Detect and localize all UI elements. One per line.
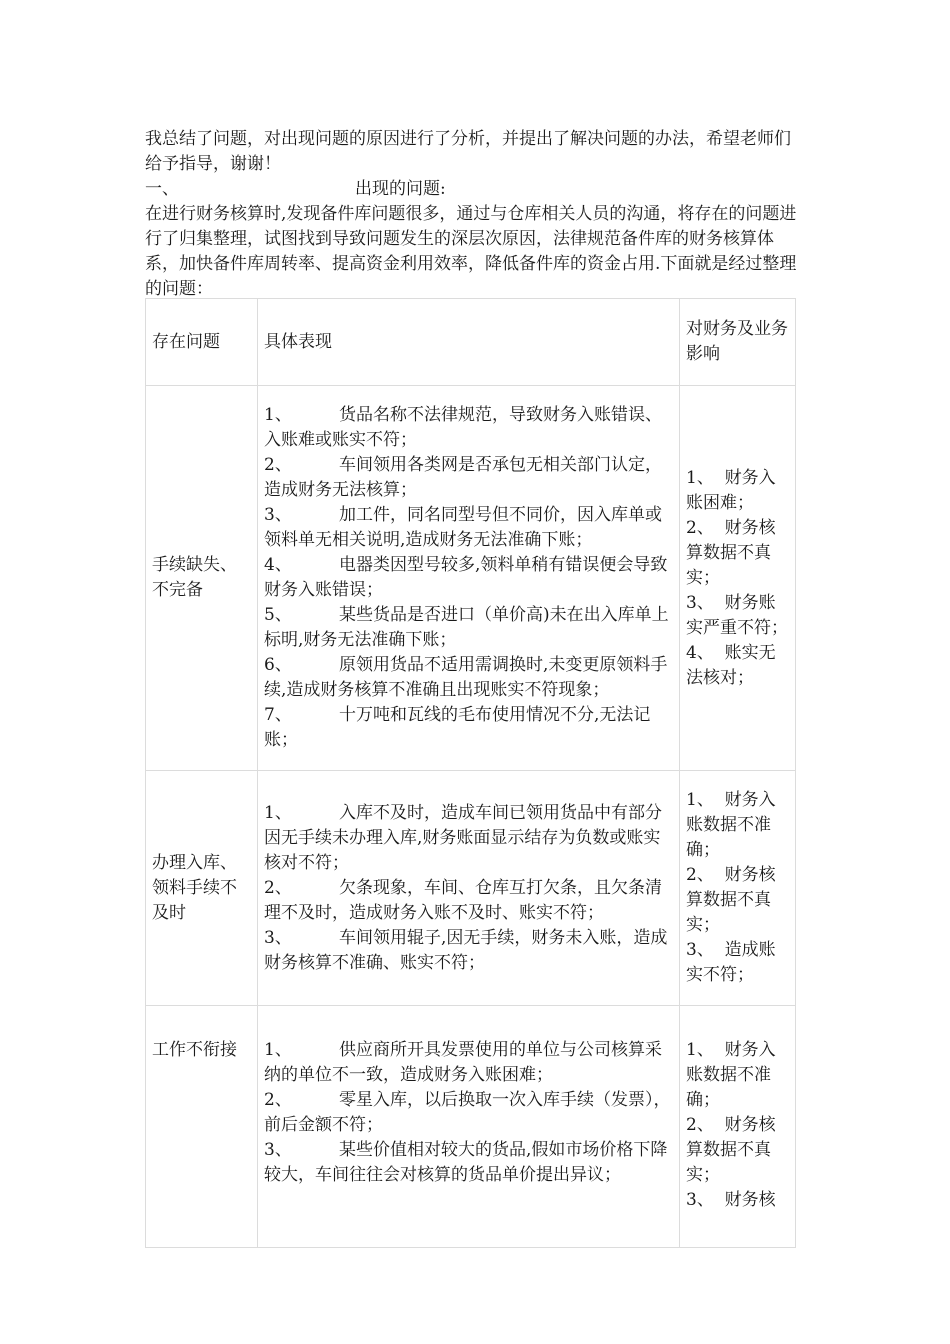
issues-table [145, 298, 796, 1248]
header-impact: 对财务及业务影响 [680, 299, 796, 386]
detail-item: 1、 供应商所开具发票使用的单位与公司核算采纳的单位不一致，造成财务入账困难； [264, 1040, 662, 1085]
section-number: 一、 [145, 179, 179, 199]
detail-item: 2、 车间领用各类网是否承包无相关部门认定，造成财务无法核算； [264, 455, 662, 500]
document-page [145, 127, 805, 302]
details-cell [258, 386, 680, 771]
table-header-row [146, 299, 796, 386]
impact-item: 1、 财务入账数据不准确； [686, 1040, 776, 1110]
table-row [146, 386, 796, 771]
problem-cell: 手续缺失、不完备 [146, 386, 258, 771]
impact-cell [680, 386, 796, 771]
header-problem: 存在问题 [146, 299, 258, 386]
detail-item: 5、 某些货品是否进口（单价高)未在出入库单上标明,财务无法准确下账； [264, 605, 669, 650]
impact-item: 3、 造成账实不符； [686, 940, 776, 985]
detail-item: 3、 车间领用辊子,因无手续，财务未入账，造成财务核算不准确、账实不符； [264, 927, 668, 973]
impact-cell [680, 771, 796, 1006]
detail-item: 3、 某些价值相对较大的货品,假如市场价格下降较大，车间往往会对核算的货品单价提出异议； [264, 1140, 668, 1185]
table-row [146, 771, 796, 1006]
detail-item: 2、 零星入库，以后换取一次入库手续（发票），前后金额不符； [264, 1090, 671, 1135]
impact-item: 3、 财务账实严重不符； [686, 592, 788, 638]
table-row [146, 1006, 796, 1248]
impact-cell [680, 1006, 796, 1248]
detail-item: 6、 原领用货品不适用需调换时,未变更原领料手续,造成财务核算不准确且出现账实不符现象； [264, 655, 668, 700]
impact-item: 2、 财务核算数据不真实； [686, 1115, 776, 1185]
impact-item: 1、 财务入账困难； [686, 467, 776, 513]
impact-item: 2、 财务核算数据不真实； [686, 517, 776, 588]
detail-item: 1、 入库不及时，造成车间已领用货品中有部分因无手续未办理入库,财务账面显示结存为负数或账实核对不符； [264, 802, 662, 873]
impact-item: 4、 账实无法核对； [686, 642, 776, 688]
section-heading [145, 177, 805, 202]
detail-item: 3、 加工件，同名同型号但不同价，因入库单或领料单无相关说明,造成财务无法准确下账； [264, 505, 662, 550]
detail-item: 1、 货品名称不法律规范，导致财务入账错误、入账难或账实不符； [264, 405, 662, 450]
problem-cell: 工作不衔接 [146, 1006, 258, 1248]
body-paragraph: 在进行财务核算时,发现备件库问题很多，通过与仓库相关人员的沟通，将存在的问题进行了归集整理，试图找到导致问题发生的深层次原因，法律规范备件库的财务核算体系，加快备件库周转率、提高资金利用效率，降低备件库的资金占用.下面就是经过整理的问题： [145, 204, 797, 299]
detail-item: 2、 欠条现象，车间、仓库互打欠条，且欠条清理不及时，造成财务入账不及时、账实不符； [264, 877, 662, 923]
header-details: 具体表现 [258, 299, 680, 386]
details-cell [258, 1006, 680, 1248]
details-cell [258, 771, 680, 1006]
intro-paragraph: 我总结了问题，对出现问题的原因进行了分析，并提出了解决问题的办法，希望老师们给予指导，谢谢！ [145, 129, 791, 174]
section-title: 出现的问题: [355, 179, 446, 199]
detail-item: 4、 电器类因型号较多,领料单稍有错误便会导致财务入账错误； [264, 555, 668, 600]
detail-item: 7、 十万吨和瓦线的毛布使用情况不分,无法记账； [264, 705, 651, 750]
impact-item: 3、 财务核 [686, 1190, 776, 1210]
impact-item: 2、 财务核算数据不真实； [686, 865, 776, 935]
problem-cell: 办理入库、领料手续不及时 [146, 771, 258, 1006]
impact-item: 1、 财务入账数据不准确； [686, 790, 776, 860]
